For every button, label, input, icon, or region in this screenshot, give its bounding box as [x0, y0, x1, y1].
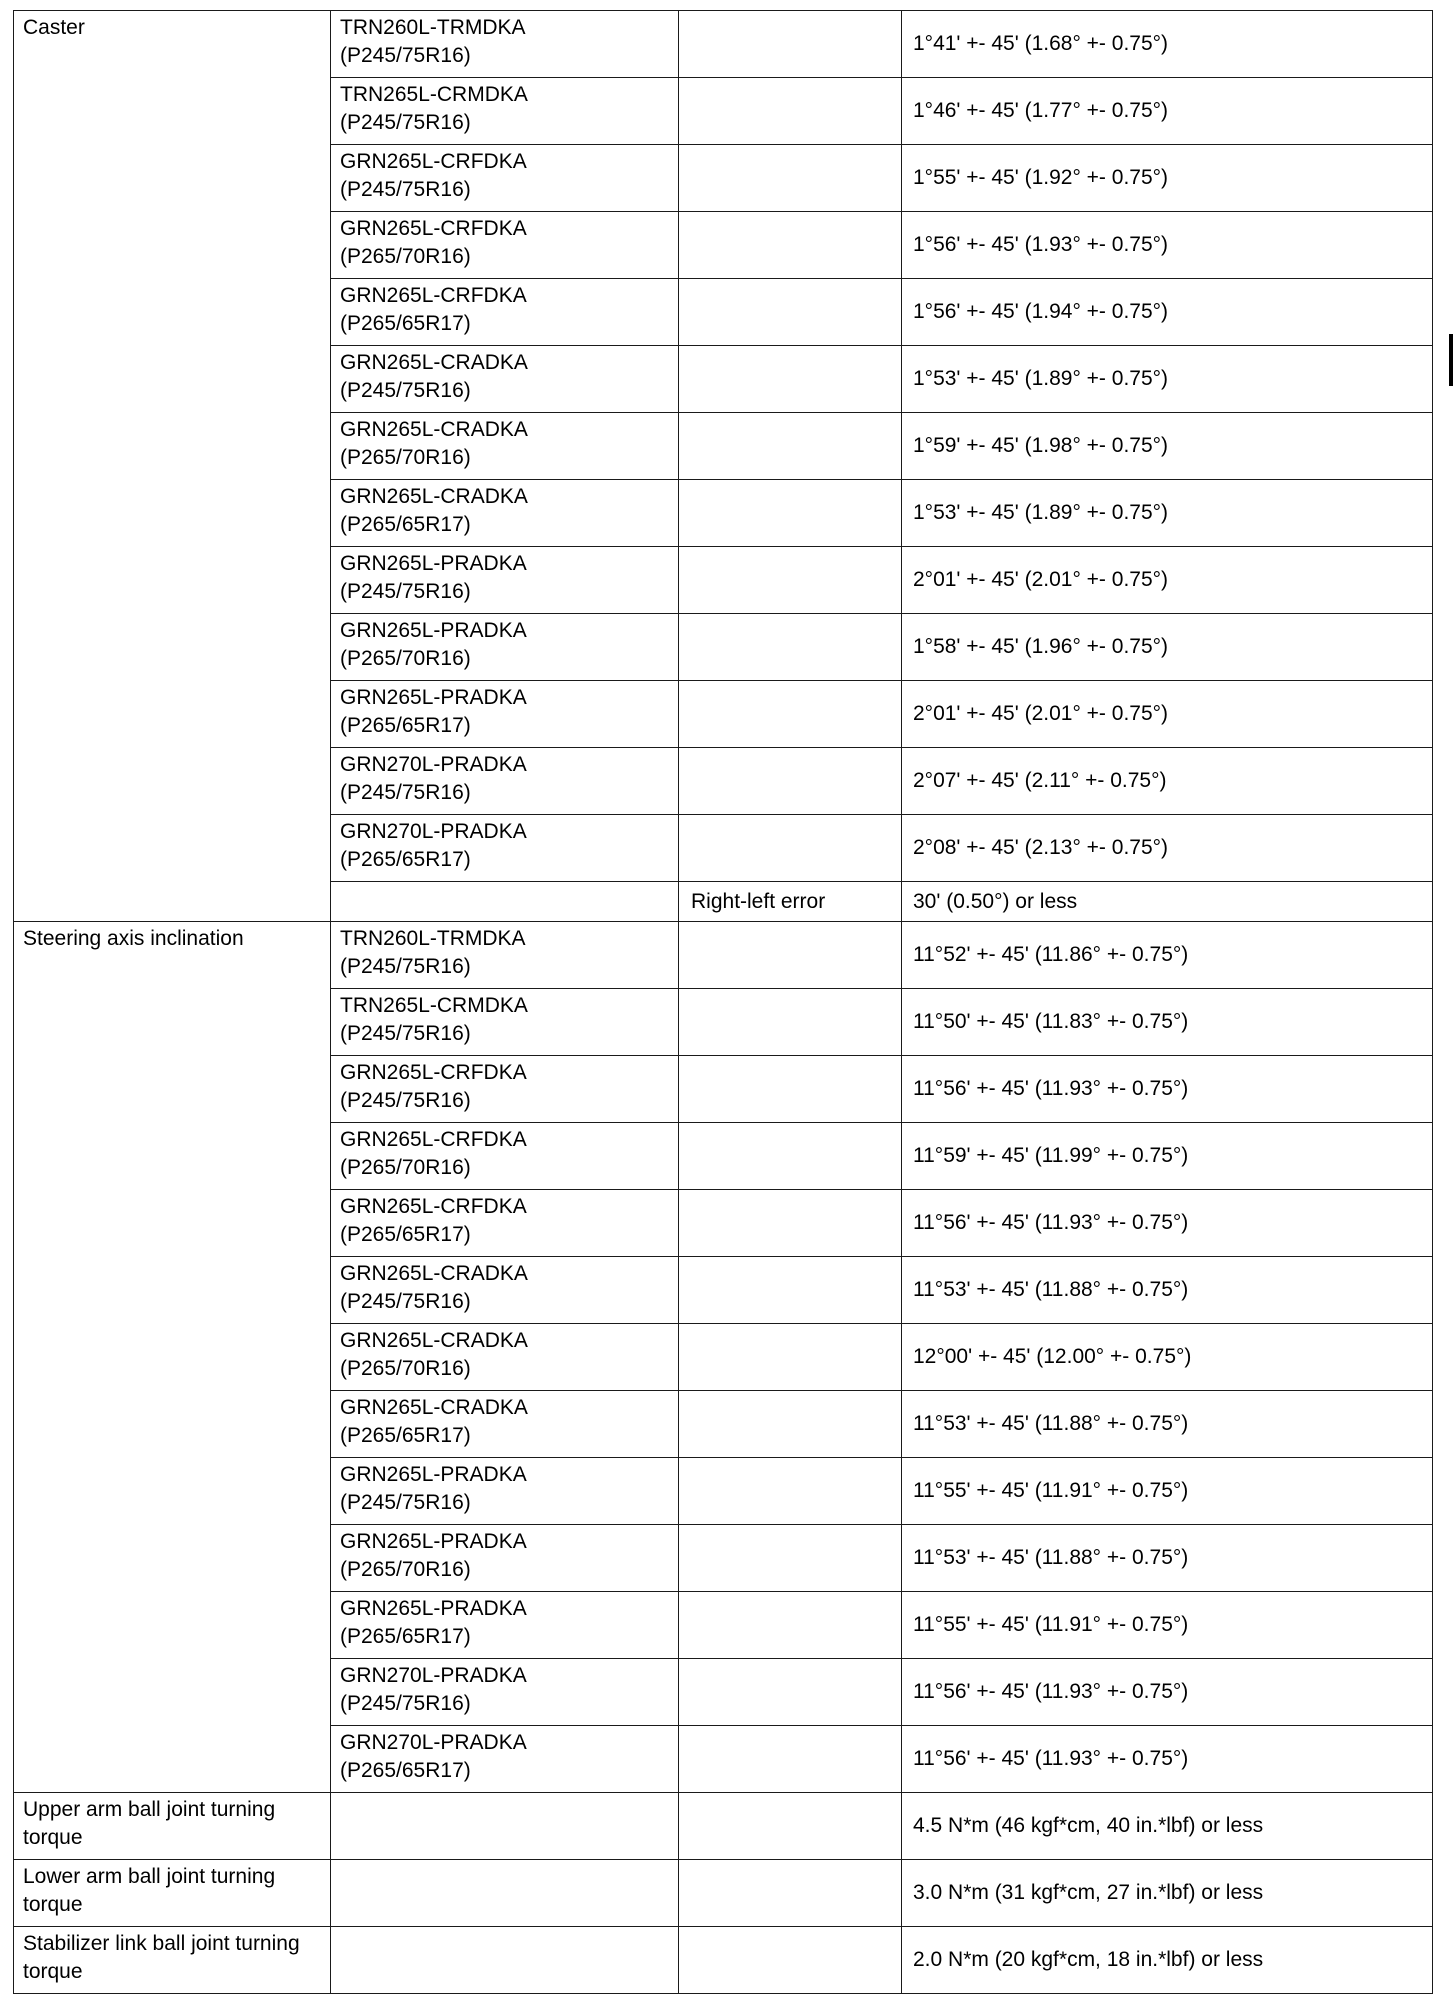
- model-code: GRN265L-CRADKA: [340, 1329, 528, 1352]
- model-code: GRN265L-CRADKA: [340, 351, 528, 374]
- condition-cell: [679, 547, 902, 614]
- model-cell: [331, 1391, 679, 1458]
- condition-cell: [679, 1860, 902, 1927]
- spec-value-cell: 11°59' +- 45' (11.99° +- 0.75°): [902, 1123, 1433, 1190]
- model-cell: [331, 815, 679, 882]
- tire-size: (P245/75R16): [340, 1089, 471, 1112]
- model-code: GRN270L-PRADKA: [340, 820, 527, 843]
- condition-cell: Right-left error: [679, 882, 902, 922]
- condition-cell: [679, 922, 902, 989]
- tire-size: (P265/65R17): [340, 513, 471, 536]
- tire-size: (P265/70R16): [340, 1156, 471, 1179]
- model-code: GRN265L-PRADKA: [340, 552, 527, 575]
- tire-size: (P265/65R17): [340, 714, 471, 737]
- table-row: [14, 922, 1433, 989]
- item-label-cell: Lower arm ball joint turning torque: [14, 1860, 331, 1927]
- tire-size: (P245/75R16): [340, 111, 471, 134]
- model-code: GRN265L-PRADKA: [340, 1463, 527, 1486]
- tire-size: (P245/75R16): [340, 1290, 471, 1313]
- model-cell: [331, 145, 679, 212]
- spec-value-cell: 1°58' +- 45' (1.96° +- 0.75°): [902, 614, 1433, 681]
- model-code: TRN265L-CRMDKA: [340, 994, 528, 1017]
- model-code: GRN265L-CRFDKA: [340, 217, 527, 240]
- model-code: TRN260L-TRMDKA: [340, 16, 526, 39]
- spec-value-cell: 2°01' +- 45' (2.01° +- 0.75°): [902, 681, 1433, 748]
- model-code: GRN265L-PRADKA: [340, 686, 527, 709]
- model-cell: [331, 882, 679, 922]
- model-cell: [331, 614, 679, 681]
- spec-value-cell: 11°55' +- 45' (11.91° +- 0.75°): [902, 1592, 1433, 1659]
- model-code: GRN270L-PRADKA: [340, 1731, 527, 1754]
- model-code: GRN265L-CRADKA: [340, 1262, 528, 1285]
- model-cell: [331, 1324, 679, 1391]
- model-cell: [331, 413, 679, 480]
- spec-value-cell: 1°56' +- 45' (1.93° +- 0.75°): [902, 212, 1433, 279]
- spec-value-cell: 1°59' +- 45' (1.98° +- 0.75°): [902, 413, 1433, 480]
- tire-size: (P245/75R16): [340, 781, 471, 804]
- model-code: GRN265L-CRFDKA: [340, 1128, 527, 1151]
- spec-value-cell: 1°55' +- 45' (1.92° +- 0.75°): [902, 145, 1433, 212]
- spec-value-cell: 1°46' +- 45' (1.77° +- 0.75°): [902, 78, 1433, 145]
- spec-value-cell: 1°41' +- 45' (1.68° +- 0.75°): [902, 11, 1433, 78]
- tire-size: (P265/65R17): [340, 1759, 471, 1782]
- spec-value-cell: 11°56' +- 45' (11.93° +- 0.75°): [902, 1190, 1433, 1257]
- spec-value-cell: 2°07' +- 45' (2.11° +- 0.75°): [902, 748, 1433, 815]
- spec-value-cell: 2.0 N*m (20 kgf*cm, 18 in.*lbf) or less: [902, 1927, 1433, 1994]
- spec-value-cell: 11°55' +- 45' (11.91° +- 0.75°): [902, 1458, 1433, 1525]
- specification-table: [13, 10, 1433, 1994]
- model-cell: [331, 1592, 679, 1659]
- model-code: GRN265L-CRFDKA: [340, 284, 527, 307]
- spec-value-cell: 11°52' +- 45' (11.86° +- 0.75°): [902, 922, 1433, 989]
- condition-cell: [679, 815, 902, 882]
- tire-size: (P245/75R16): [340, 1491, 471, 1514]
- table-row: [14, 1927, 1433, 1994]
- spec-value-cell: 1°53' +- 45' (1.89° +- 0.75°): [902, 480, 1433, 547]
- model-cell: [331, 989, 679, 1056]
- spec-value-cell: 12°00' +- 45' (12.00° +- 0.75°): [902, 1324, 1433, 1391]
- model-cell: [331, 1458, 679, 1525]
- model-cell: [331, 1525, 679, 1592]
- tire-size: (P245/75R16): [340, 955, 471, 978]
- model-code: GRN265L-PRADKA: [340, 1530, 527, 1553]
- tire-size: (P265/70R16): [340, 1357, 471, 1380]
- condition-cell: [679, 1659, 902, 1726]
- condition-cell: [679, 989, 902, 1056]
- condition-cell: [679, 1257, 902, 1324]
- item-label-cell: Stabilizer link ball joint turning torque: [14, 1927, 331, 1994]
- condition-cell: [679, 1190, 902, 1257]
- spec-value-cell: 3.0 N*m (31 kgf*cm, 27 in.*lbf) or less: [902, 1860, 1433, 1927]
- condition-cell: [679, 1324, 902, 1391]
- spec-value-cell: 2°08' +- 45' (2.13° +- 0.75°): [902, 815, 1433, 882]
- model-cell: [331, 1257, 679, 1324]
- condition-cell: [679, 413, 902, 480]
- model-code: GRN265L-CRADKA: [340, 485, 528, 508]
- spec-value-cell: 11°53' +- 45' (11.88° +- 0.75°): [902, 1525, 1433, 1592]
- model-cell: [331, 1190, 679, 1257]
- model-code: GRN265L-CRFDKA: [340, 1061, 527, 1084]
- model-cell: [331, 547, 679, 614]
- condition-cell: [679, 480, 902, 547]
- tire-size: (P245/75R16): [340, 1692, 471, 1715]
- condition-cell: [679, 1458, 902, 1525]
- model-code: GRN265L-CRADKA: [340, 418, 528, 441]
- model-code: GRN265L-CRADKA: [340, 1396, 528, 1419]
- condition-cell: [679, 1056, 902, 1123]
- condition-cell: [679, 212, 902, 279]
- table-row: [14, 1793, 1433, 1860]
- model-cell: [331, 1123, 679, 1190]
- model-code: GRN265L-PRADKA: [340, 619, 527, 642]
- spec-value-cell: 11°50' +- 45' (11.83° +- 0.75°): [902, 989, 1433, 1056]
- specification-table-body: [14, 11, 1433, 1994]
- model-cell: [331, 681, 679, 748]
- model-code: GRN265L-CRFDKA: [340, 150, 527, 173]
- spec-value-cell: 2°01' +- 45' (2.01° +- 0.75°): [902, 547, 1433, 614]
- item-label-cell: Caster: [14, 11, 331, 922]
- tire-size: (P245/75R16): [340, 178, 471, 201]
- condition-cell: [679, 11, 902, 78]
- tire-size: (P265/70R16): [340, 446, 471, 469]
- model-cell: [331, 480, 679, 547]
- model-cell: [331, 1056, 679, 1123]
- model-code: GRN265L-CRFDKA: [340, 1195, 527, 1218]
- tire-size: (P245/75R16): [340, 580, 471, 603]
- spec-value-cell: 11°53' +- 45' (11.88° +- 0.75°): [902, 1257, 1433, 1324]
- condition-cell: [679, 748, 902, 815]
- model-cell: [331, 78, 679, 145]
- condition-cell: [679, 279, 902, 346]
- spec-value-cell: 11°56' +- 45' (11.93° +- 0.75°): [902, 1056, 1433, 1123]
- model-cell: [331, 1726, 679, 1793]
- spec-value-cell: 11°53' +- 45' (11.88° +- 0.75°): [902, 1391, 1433, 1458]
- model-code: TRN265L-CRMDKA: [340, 83, 528, 106]
- model-cell: [331, 1860, 679, 1927]
- condition-cell: [679, 78, 902, 145]
- model-code: GRN270L-PRADKA: [340, 1664, 527, 1687]
- margin-change-bar: [1449, 334, 1453, 386]
- tire-size: (P245/75R16): [340, 1022, 471, 1045]
- tire-size: (P265/65R17): [340, 1424, 471, 1447]
- tire-size: (P245/75R16): [340, 379, 471, 402]
- tire-size: (P265/70R16): [340, 245, 471, 268]
- spec-value-cell: 1°56' +- 45' (1.94° +- 0.75°): [902, 279, 1433, 346]
- model-cell: [331, 11, 679, 78]
- condition-cell: [679, 1927, 902, 1994]
- table-row: [14, 11, 1433, 78]
- condition-cell: [679, 681, 902, 748]
- spec-value-cell: 30' (0.50°) or less: [902, 882, 1433, 922]
- condition-cell: [679, 145, 902, 212]
- model-code: GRN265L-PRADKA: [340, 1597, 527, 1620]
- item-label-cell: Upper arm ball joint turning torque: [14, 1793, 331, 1860]
- tire-size: (P265/65R17): [340, 1625, 471, 1648]
- model-cell: [331, 748, 679, 815]
- tire-size: (P245/75R16): [340, 44, 471, 67]
- tire-size: (P265/65R17): [340, 848, 471, 871]
- item-label-cell: Steering axis inclination: [14, 922, 331, 1793]
- model-code: GRN270L-PRADKA: [340, 753, 527, 776]
- model-cell: [331, 279, 679, 346]
- condition-cell: [679, 1123, 902, 1190]
- model-cell: [331, 1793, 679, 1860]
- model-cell: [331, 922, 679, 989]
- tire-size: (P265/70R16): [340, 1558, 471, 1581]
- condition-cell: [679, 1592, 902, 1659]
- tire-size: (P265/65R17): [340, 1223, 471, 1246]
- condition-cell: [679, 1391, 902, 1458]
- table-row: [14, 1860, 1433, 1927]
- spec-value-cell: 11°56' +- 45' (11.93° +- 0.75°): [902, 1659, 1433, 1726]
- condition-cell: [679, 346, 902, 413]
- tire-size: (P265/65R17): [340, 312, 471, 335]
- tire-size: (P265/70R16): [340, 647, 471, 670]
- condition-cell: [679, 1525, 902, 1592]
- condition-cell: [679, 614, 902, 681]
- model-cell: [331, 1659, 679, 1726]
- spec-value-cell: 1°53' +- 45' (1.89° +- 0.75°): [902, 346, 1433, 413]
- model-cell: [331, 212, 679, 279]
- condition-cell: [679, 1726, 902, 1793]
- model-code: TRN260L-TRMDKA: [340, 927, 526, 950]
- model-cell: [331, 1927, 679, 1994]
- condition-cell: [679, 1793, 902, 1860]
- model-cell: [331, 346, 679, 413]
- spec-value-cell: 11°56' +- 45' (11.93° +- 0.75°): [902, 1726, 1433, 1793]
- spec-value-cell: 4.5 N*m (46 kgf*cm, 40 in.*lbf) or less: [902, 1793, 1433, 1860]
